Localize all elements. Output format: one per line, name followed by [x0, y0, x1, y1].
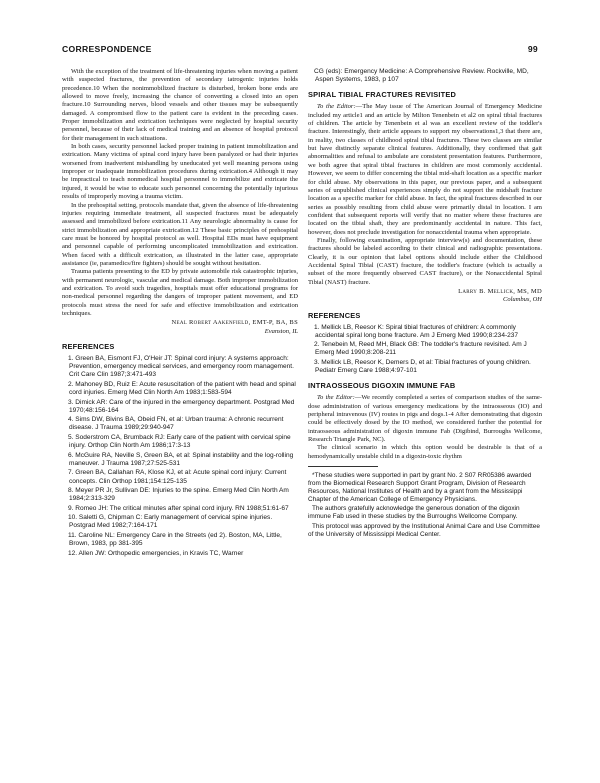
salutation: To the Editor: [317, 394, 355, 402]
article-title-spiral-tibial: SPIRAL TIBIAL FRACTURES REVISITED [308, 90, 456, 100]
body-paragraph: In both cases, security personnel lacked proper training in patient immobilization and extrication. Many victims of spinal cord injury have been paralyzed or had their injuries worsened from inadvertent mishandling by uneducated yet well meaning persons using improper or inadequate immobilization procedures during extrication.4 Although it may be impractical to teach nonmedical hospital personnel to immobilize and extricate the injured, it would be wise to educate such personnel concerning the potentially injurious results of improperly moving a trauma victim. [62, 143, 298, 201]
body-paragraph: With the exception of the treatment of life-threatening injuries when moving a patient with suspected fractures, the prevention of secondary iatrogenic injuries holds precedence.10 When the nonimmobilized fracture is disturbed, broken bone ends are allowed to move freely, increasing the chance of converting a closed into an open fracture.10 Surrounding nerves, blood vessels and other tissues may be subsequently damaged. A compromised flow to the patient care is evident in the preceding cases. Proper immobilization and extrication techniques were neglected by hospital security personnel, because of their lack of medical training and an absence of hospital protocol for their management in such situations. [62, 68, 298, 142]
reference-item: CG (eds): Emergency Medicine: A Comprehensive Review. Rockville, MD, Aspen Systems, 1983, p 107 [314, 68, 529, 84]
reference-item: 1. Green BA, Eismont FJ, O'Heir JT: Spinal cord injury: A systems approach: Prevention, emergency medical services, and emergency room management. Crit Care Clin 1987;3:471-493 [68, 354, 294, 379]
page-number: 99 [527, 44, 538, 54]
footnote: *These studies were supported in part by grant No. 2 S07 RR05386 awarded from the Biomedical Research Support Grant Program, Division of Research Resources, National Institutes of Health and by a grant from the Mississippi Chapter of the American College of Emergency Physicians. [308, 472, 532, 504]
section-label: CORRESPONDENCE [62, 44, 152, 54]
salutation: To the Editor: [317, 103, 356, 111]
reference-item: 9. Romeo JH: The critical minutes after spinal cord injury. RN 1988;51:61-67 [68, 504, 289, 512]
reference-list [308, 324, 542, 376]
author-signature [62, 319, 298, 336]
body-paragraph: In the prehospital setting, protocols mandate that, given the absence of life-threatening injuries requiring immediate treatment, all suspected fractures must be adequately assessed and immobilized before extrication.11 Any neurologic abnormality is cause for strict immobilization and appropriate extrication.12 These basic principles of prehospital care must be honored by hospital protocol as well. Hospital EDs must have equipment and personnel capable of performing uncomplicated immobilization and extrication. When faced with a difficult extrication, as illustrated in the latter case, appropriate assistance (ie, paramedics/fire fighters) should be sought without hesitation. [62, 201, 298, 267]
reference-item: 10. Saletti G, Chipman C: Early management of cervical spine injuries. Postgrad Med 1982;7:164-171 [68, 514, 273, 530]
reference-item: 8. Meyer PR Jr, Sullivan DE: Injuries to the spine. Emerg Med Clin North Am 1984;2:313-329 [68, 487, 289, 503]
reference-item: 3. Mellick LB, Reesor K, Demers D, et al: Tibial fractures of young children. Pediatr Emerg Care 1988;4:97-101 [314, 358, 531, 375]
author-name: Neal Robert Aakenfield, EMT-P, BA, BS [171, 319, 298, 327]
footnotes [308, 472, 542, 539]
letter-paragraph [308, 103, 542, 237]
reference-list [62, 355, 298, 558]
reference-item: 2. Mahoney BD, Ruiz E: Acute resuscitation of the patient with head and spinal cord injuries. Emerg Med Clin North Am 1983;1:583-594 [68, 380, 296, 397]
letter-paragraph: The clinical scenario in which this option would be desirable is that of a hemodynamically unstable child in a digoxin-toxic rhythm [308, 444, 542, 460]
body-paragraph: Trauma patients presenting to the ED by private automobile risk catastrophic injuries, with permanent neurologic, vascular and medical damage. Both improper immobilization and extrication. To avoid such tragedies, hospitals must offer educational programs for non-medical personnel regarding the dangers of improper patient movement, and ED protocols must stress the need for safe and effective immobilization and extrication techniques. [62, 268, 298, 317]
references-heading: REFERENCES [308, 310, 361, 320]
letter-text: —The May issue of The American Journal of Emergency Medicine included my article1 and an article by Milton Tenenbein et al2 on spiral tibial fractures of children. The article by Tenenbein et al was an excellent review of the toddler's fracture. Interestingly, their article appears to support my observations1,3 that there are, in reality, two classes of childhood spiral tibial fractures. These two classes are similar but have distinctly separate clinical features. Additionally, they confirmed that gait abnormalities and refusal to ambulate are consistent presentation features. Furthermore, we both agree that spiral tibial fractures in children are most commonly accidental. However, we seem to differ concerning the tibial mid-shaft location as a specific marker for child abuse. My observations in this paper, our previous paper, and a subsequent series of unpublished clinical experiences simply do not support the midshaft fracture location as a specific marker for child abuse. In fact, the spiral fractures described in our series as possibly resulting from child abuse were primarily distal in location. I am confident that subsequent reports will verify that no matter where these fractures are located on the tibial shaft, they are predominantly accidental in nature. This fact, however, does not preclude investigation for nonaccidental trauma when appropriate. [308, 103, 542, 236]
letter-paragraph: Finally, following examination, appropriate interview(s) and documentation, these fractures should be labeled according to their clinical and radiographic presentations. Clearly, it is our opinion that label options should include either the Childhood Accidental Spiral Tibial (CAST) fracture, the toddler's fracture (which is actually a subset of the more frequently observed CAST fracture), or the Nonaccidental Spiral Tibial (NAST) fracture. [308, 236, 542, 286]
reference-item: 5. Soderstrom CA, Brumback RJ: Early care of the patient with cervical spine injury. Orthop Clin North Am 1986;17:3-13 [68, 433, 291, 450]
reference-item: 6. McGuire RA, Neville S, Green BA, et al: Spinal instability and the log-rolling maneuver. J Trauma 1987;27:525-531 [68, 451, 294, 467]
left-column [62, 68, 298, 760]
right-column [308, 68, 542, 760]
reference-item: 12. Allen JW: Orthopedic emergencies, in Kravis TC, Warner [68, 549, 244, 557]
footnote: This protocol was approved by the Institutional Animal Care and Use Committee of the University of Mississippi Medical Center. [308, 522, 540, 538]
reference-item: 11. Caroline NL: Emergency Care in the Streets (ed 2). Boston, MA, Little, Brown, 1983, pp 381-395 [68, 531, 282, 548]
reference-item: 3. Dimick AR: Care of the injured in the emergency department. Postgrad Med 1970;48:156-164 [68, 398, 295, 414]
reference-item: 1. Mellick LB, Reesor K: Spiral tibial fractures of children: A commonly accidental spiral long bone fracture. Am J Emerg Med 1990;8:234-237 [314, 323, 519, 339]
reference-item: 4. Sims DW, Bivins BA, Obeid FN, et al: Urban trauma: A chronic recurrent disease. J Trauma 1989;29:940-947 [68, 416, 284, 432]
reference-item: 7. Green BA, Callahan RA, Klose KJ, et al: Acute spinal cord injury: Current concepts. Clin Orthop 1981;154:125-135 [68, 469, 287, 485]
article-title-intraosseous-digoxin: INTRAOSSEOUS DIGOXIN IMMUNE FAB [308, 381, 456, 391]
author-name: Larry B. Mellick, MS, MD [458, 287, 542, 295]
continued-reference [308, 68, 542, 84]
author-location: Evanston, IL [264, 327, 298, 335]
reference-item: 2. Tenebein M, Reed MH, Black GB: The toddler's fracture revisited. Am J Emerg Med 1990;8:208-211 [314, 341, 527, 357]
footnote-divider [308, 466, 378, 467]
references-heading: REFERENCES [62, 341, 115, 351]
author-signature [308, 288, 542, 305]
running-header [62, 44, 538, 58]
letter-text: —We recently completed a series of comparison studies of the same-dose administration of various emergency medications by the intraosseous (IO) and peripheral intravenous (IV) routes in pigs and dogs.1-4 After demonstrating that digoxin could be effectively dosed by the IO method, we considered further the potential for intraosseous administration of digoxin immune Fab (Digibind, Burroughs Wellcome, Research Triangle Park, NC). [308, 394, 542, 444]
author-location: Columbus, OH [502, 296, 542, 304]
letter-paragraph [308, 394, 542, 444]
footnote: The authors gratefully acknowledge the generous donation of the digoxin immune Fab used in these studies by the Burroughs Wellcome Company. [308, 505, 520, 521]
